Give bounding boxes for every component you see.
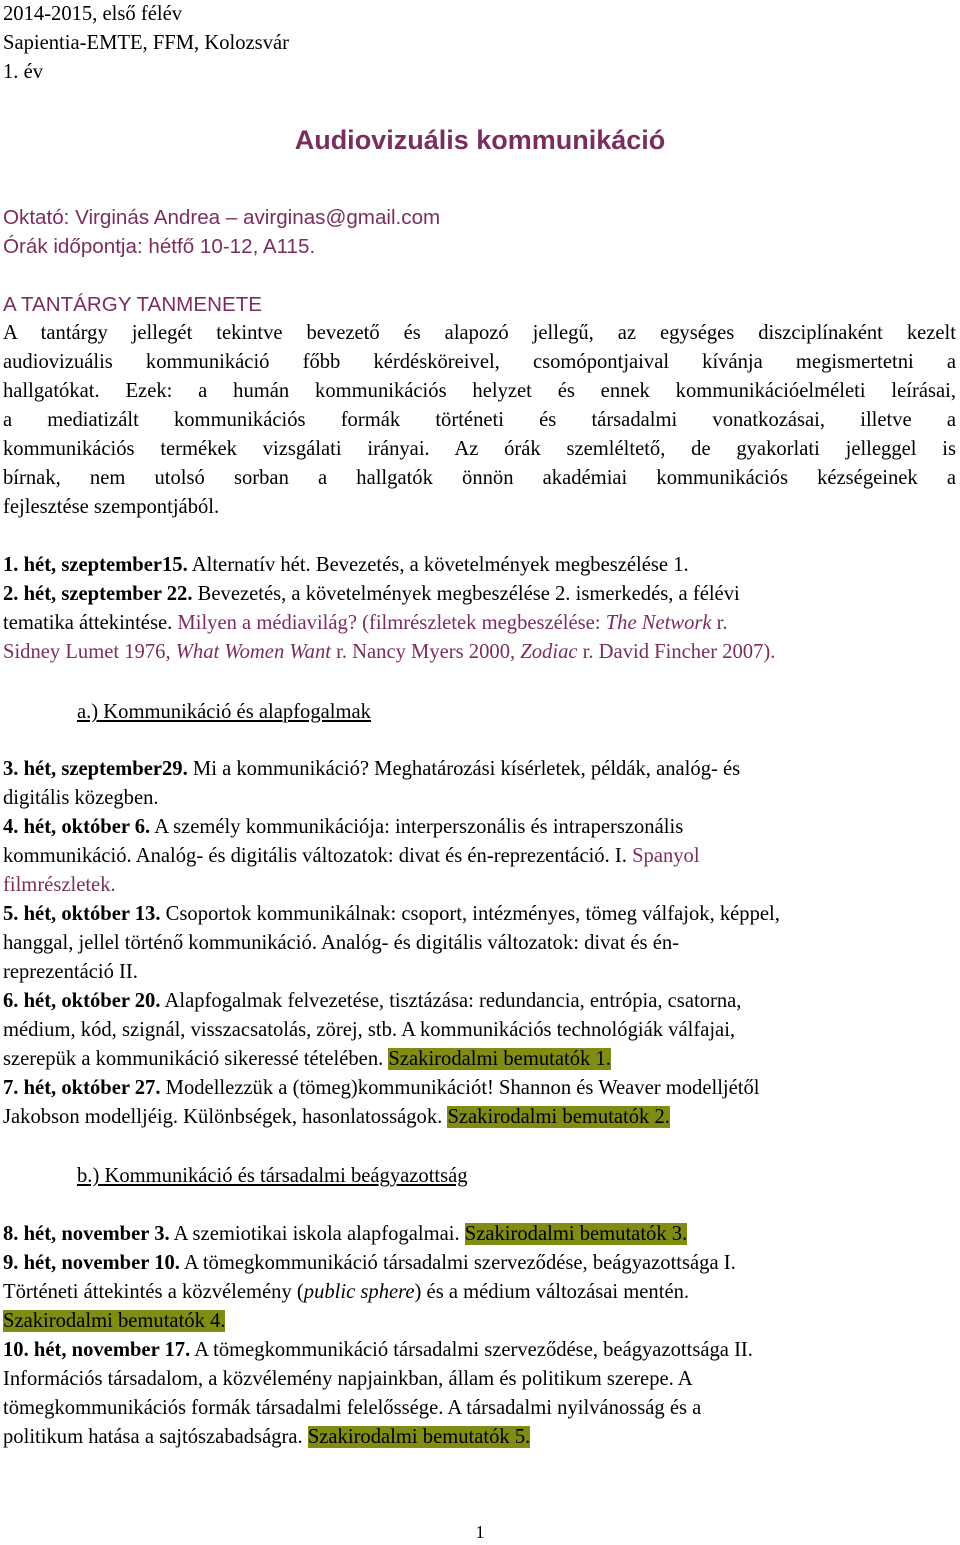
section-b-heading: b.) Kommunikáció és társadalmi beágyazottság: [77, 1165, 468, 1187]
week-text: szerepük a kommunikáció sikeressé tételében.: [3, 1048, 389, 1070]
week-1-line: [3, 551, 689, 580]
week-label: 10. hét, november 17.: [3, 1339, 191, 1361]
page-number: 1: [475, 1522, 485, 1542]
week-8-line: [3, 1220, 687, 1249]
week-6-line: [3, 987, 741, 1016]
syllabus-line: kommunikációs termékek vizsgálati irányai. Az órák szemléltető, de gyakorlati jelleggel is: [3, 438, 956, 460]
week-5-line: [3, 900, 780, 929]
week-4-line: [3, 813, 683, 842]
week-text: Jakobson modelljéig. Különbségek, hasonlatosságok.: [3, 1106, 448, 1128]
year-line: 1. év: [3, 61, 44, 83]
week-text: Csoportok kommunikálnak: csoport, intézményes, tömeg válfajok, képpel,: [160, 903, 780, 925]
week-text: A szemiotikai iskola alapfogalmai.: [169, 1223, 465, 1245]
week-text: A tömegkommunikáció társadalmi szerveződése, beágyazottsága I.: [179, 1252, 736, 1274]
syllabus-line: A tantárgy jellegét tekintve bevezető és alapozó jellegű, az egységes diszciplínaként kezelt: [3, 322, 956, 344]
syllabus-line: bírnak, nem utolsó sorban a hallgatók önnön akadémiai kommunikációs kézségeinek a: [3, 467, 956, 489]
syllabus-line: a mediatizált kommunikációs formák történeti és társadalmi vonatkozásai, illetve a: [3, 409, 956, 431]
week-label: 6. hét, október 20.: [3, 990, 161, 1012]
week-label: 4. hét, október 6.: [3, 816, 151, 838]
week-text: Alapfogalmak felvezetése, tisztázása: redundancia, entrópia, csatorna,: [160, 990, 742, 1012]
week-note: r.: [711, 612, 728, 634]
week-7-line: [3, 1103, 670, 1132]
syllabus-line: fejlesztése szempontjából.: [3, 496, 220, 518]
week-10-line: [3, 1336, 753, 1365]
week-label: 1. hét, szeptember15.: [3, 554, 188, 576]
week-label: 2. hét, szeptember 22.: [3, 583, 193, 605]
week-4-line: [3, 842, 700, 871]
week-2-line: [3, 580, 740, 609]
week-note: Milyen a médiavilág? (filmrészletek megbeszélése:: [177, 612, 606, 634]
instructor-line: Oktató: Virginás Andrea – avirginas@gmail.com: [3, 206, 441, 229]
film-title: Zodiac: [520, 641, 578, 663]
week-note: Spanyol: [632, 845, 700, 867]
week-5-line: hanggal, jellel történő kommunikáció. Analóg- és digitális változatok: divat és én-: [3, 932, 679, 954]
week-note: Sidney Lumet 1976,: [3, 641, 176, 663]
week-text: Bevezetés, a követelmények megbeszélése 2. ismerkedés, a félévi: [192, 583, 740, 605]
week-9-line: [3, 1278, 689, 1307]
syllabus-heading: A TANTÁRGY TANMENETE: [3, 293, 262, 316]
presentation-highlight: Szakirodalmi bemutatók 4.: [3, 1310, 226, 1332]
week-10-line: Információs társadalom, a közvélemény napjainkban, állam és politikum szerepe. A: [3, 1368, 693, 1390]
film-title: What Women Want: [175, 641, 331, 663]
document-title: Audiovizuális kommunikáció: [294, 125, 666, 155]
presentation-highlight: Szakirodalmi bemutatók 2.: [447, 1106, 670, 1128]
week-text: tematika áttekintése.: [3, 612, 178, 634]
week-text: politikum hatása a sajtószabadságra.: [3, 1426, 308, 1448]
week-note: r. Nancy Myers 2000,: [330, 641, 521, 663]
week-6-line: médium, kód, szignál, visszacsatolás, zörej, stb. A kommunikációs technológiák válfajai,: [3, 1019, 736, 1041]
week-label: 5. hét, október 13.: [3, 903, 161, 925]
italic-term: public sphere: [303, 1281, 415, 1303]
week-label: 7. hét, október 27.: [3, 1077, 161, 1099]
presentation-highlight: Szakirodalmi bemutatók 5.: [307, 1426, 531, 1448]
week-5-line: reprezentáció II.: [3, 961, 138, 983]
week-text: A tömegkommunikáció társadalmi szerveződése, beágyazottsága II.: [190, 1339, 753, 1361]
week-2-line: [3, 638, 775, 667]
schedule-line: Órák időpontja: hétfő 10-12, A115.: [3, 235, 316, 258]
week-text: A személy kommunikációja: interperszonális és intraperszonális: [150, 816, 684, 838]
institution-line: Sapientia-EMTE, FFM, Kolozsvár: [3, 32, 289, 54]
week-10-line: tömegkommunikációs formák társadalmi felelőssége. A társadalmi nyilvánosság és a: [3, 1397, 702, 1419]
week-text: kommunikáció. Analóg- és digitális változatok: divat és én-reprezentáció. I.: [3, 845, 633, 867]
week-7-line: [3, 1074, 760, 1103]
week-text: Mi a kommunikáció? Meghatározási kísérletek, példák, analóg- és: [187, 758, 741, 780]
week-text: Alternatív hét. Bevezetés, a követelmények megbeszélése 1.: [187, 554, 689, 576]
syllabus-line: hallgatókat. Ezek: a humán kommunikációs helyzet és ennek kommunikációelméleti leírásai,: [3, 380, 956, 402]
section-a-heading: a.) Kommunikáció és alapfogalmak: [77, 701, 371, 723]
week-label: 8. hét, november 3.: [3, 1223, 170, 1245]
week-3-line: digitális közegben.: [3, 787, 159, 809]
week-9-line: [3, 1249, 736, 1278]
week-text: ) és a médium változásai mentén.: [414, 1281, 690, 1303]
week-4-line: filmrészletek.: [3, 874, 116, 896]
semester-line: 2014-2015, első félév: [3, 3, 183, 25]
film-title: The Network: [605, 612, 712, 634]
week-label: 3. hét, szeptember29.: [3, 758, 188, 780]
week-9-line: [3, 1307, 225, 1336]
presentation-highlight: Szakirodalmi bemutatók 3.: [464, 1223, 688, 1245]
week-3-line: [3, 755, 740, 784]
week-10-line: [3, 1423, 530, 1452]
presentation-highlight: Szakirodalmi bemutatók 1.: [388, 1048, 611, 1070]
week-2-line: [3, 609, 728, 638]
week-text: Modellezzük a (tömeg)kommunikációt! Shannon és Weaver modelljétől: [160, 1077, 760, 1099]
week-note: r. David Fincher 2007).: [577, 641, 776, 663]
syllabus-line: audiovizuális kommunikáció főbb kérdésköreivel, csomópontjaival kívánja megismertetni a: [3, 351, 956, 373]
week-label: 9. hét, november 10.: [3, 1252, 180, 1274]
week-text: Történeti áttekintés a közvélemény (: [3, 1281, 304, 1303]
week-6-line: [3, 1045, 611, 1074]
